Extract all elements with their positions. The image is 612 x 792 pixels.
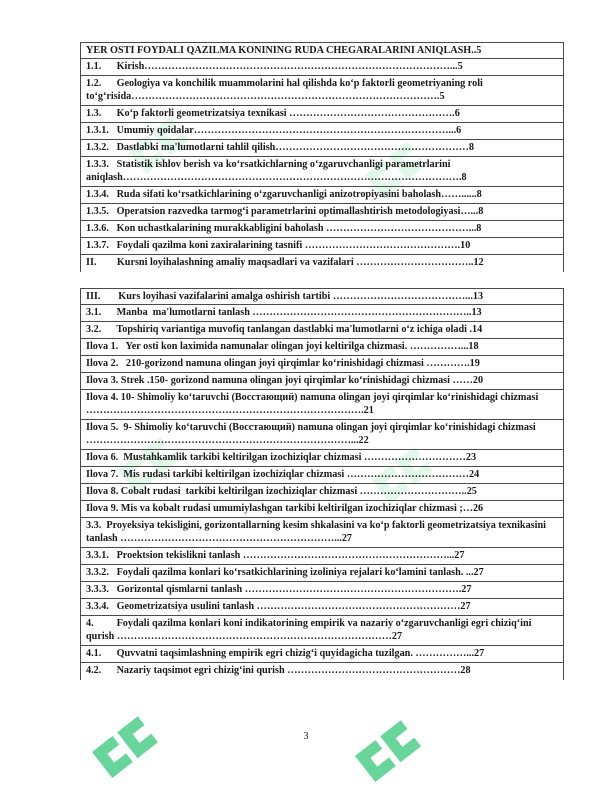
toc-entry: 1.3.6. Kon uchastkalarining murakkabligini baholash ……………………………………...8: [80, 221, 564, 238]
toc-entry: 3.3.4. Geometrizatsiya usulini tanlash ……………………………………………………27: [80, 599, 564, 616]
toc-entry: 3.2. Topshiriq variantiga muvofiq tanlangan dastlabki ma'lumotlarni o‘z ichiga oladi .14: [80, 322, 564, 339]
toc-entry: III. Kurs loyihasi vazifalarini amalga oshirish tartibi …………………………………...13: [80, 288, 564, 305]
toc-entry: 1.3.4. Ruda sifati ko‘rsatkichlarining o‘zgaruvchanligi anizotropiyasini baholash……......8: [80, 187, 564, 204]
toc-entry: II. Kursni loyihalashning amaliy maqsadlari va vazifalari ……………………………..12: [80, 255, 564, 272]
toc-entry: Ilova 7. Mis rudasi tarkibi keltirilgan izochiziqlar chizmasi ………………………………24: [80, 467, 564, 484]
toc-block-2: [80, 288, 564, 680]
toc-entry: 3.3. Proyeksiya tekisligini, gorizontallarning kesim shkalasini va ko‘p faktorli geometrizatsiya texnikasini tanlash ………………………………………………………...27: [80, 518, 564, 548]
toc-entry: 3.3.2. Foydali qazilma konlari ko‘rsatkichlarining izoliniya rejalari ko‘lamini tanlash. ...27: [80, 565, 564, 582]
toc-entry: 4. Foydali qazilma konlari koni indikatorining empirik va nazariy o‘zgaruvchanligi egri chiziq‘ini qurish ………………………………………………………………………27: [80, 616, 564, 646]
toc-entry: 1.1. Kirish………………………………………………………………………………...5: [80, 59, 564, 76]
toc-entry: YER OSTI FOYDALI QAZILMA KONINING RUDA CHEGARALARINI ANIQLASH..5: [80, 42, 564, 59]
toc-entry: Ilova 9. Mis va kobalt rudasi umumiylashgan tarkibi keltirilgan izochiziqlar chizmasi ;…26: [80, 501, 564, 518]
toc-entry: Ilova 2. 210-gorizond namuna olingan joyi qirqimlar ko‘rinishidagi chizmasi ………….19: [80, 356, 564, 373]
toc-entry: Ilova 6. Mustahkamlik tarkibi keltirilgan izochiziqlar chizmasi …………………………23: [80, 450, 564, 467]
toc-entry: Ilova 5. 9- Shimoliy ko‘taruvchi (Восстающий) namuna olingan joyi qirqimlar ko‘rinishidagi chizmasi ……………………………………………………………………...22: [80, 420, 564, 450]
toc-entry: 4.2. Nazariy taqsimot egri chizig‘ini qurish ……………………………………………28: [80, 663, 564, 680]
toc-entry: 3.3.3. Gorizontal qismlarni tanlash ……………………………………………………….27: [80, 582, 564, 599]
toc-entry: 1.3.2. Dastlabki ma'lumotlarni tahlil qilish…………………………………………………8: [80, 140, 564, 157]
toc-entry: Ilova 4. 10- Shimoliy ko‘taruvchi (Восстающий) namuna olingan joyi qirqimlar ko‘rinishidagi chizmasi ……………………………………………………………………….21: [80, 390, 564, 420]
toc-entry: 1.3.3. Statistik ishlov berish va ko‘rsatkichlarning o‘zgaruvchanligi parametrlarini aniqlash……………………………………………………………………………………….8: [80, 157, 564, 187]
toc-entry: 3.1. Manba ma'lumotlarni tanlash ………………………………………………………..13: [80, 305, 564, 322]
toc-entry: 3.3.1. Proektsion tekislikni tanlash ……………………………………………………...27: [80, 548, 564, 565]
toc-entry: 4.1. Quvvatni taqsimlashning empirik egri chizig‘i quyidagicha tuzilgan. ……………...27: [80, 646, 564, 663]
toc-entry: 1.2. Geologiya va konchilik muammolarini hal qilishda ko‘p faktorli geometriyaning roli to‘g‘risida……………………………………………………………………………….5: [80, 76, 564, 106]
page-number: 3: [303, 731, 309, 742]
toc-entry: 1.3.5. Operatsion razvedka tarmog‘i parametrlarini optimallashtirish metodologiyasi…...8: [80, 204, 564, 221]
toc-entry: 1.3. Ko‘p faktorli geometrizatsiya texnikasi ………………………………………….6: [80, 106, 564, 123]
toc-entry: 1.3.7. Foydali qazilma koni zaxiralarining tasnifi ……………………………………….10: [80, 238, 564, 255]
toc-entry: Ilova 3. Strek .150- gorizond namuna olingan joyi qirqimlar ko‘rinishidagi chizmasi ……20: [80, 373, 564, 390]
toc-block-1: [80, 42, 564, 272]
toc-entry: 1.3.1. Umumiy qoidalar…………………………………………………………………...6: [80, 123, 564, 140]
toc-entry: Ilova 8. Cobalt rudasi tarkibi keltirilgan izochiziqlar chizmasi …………………………..25: [80, 484, 564, 501]
toc-entry: Ilova 1. Yer osti kon laximida namunalar olingan joyi keltirilga chizmasi. ……………...18: [80, 339, 564, 356]
